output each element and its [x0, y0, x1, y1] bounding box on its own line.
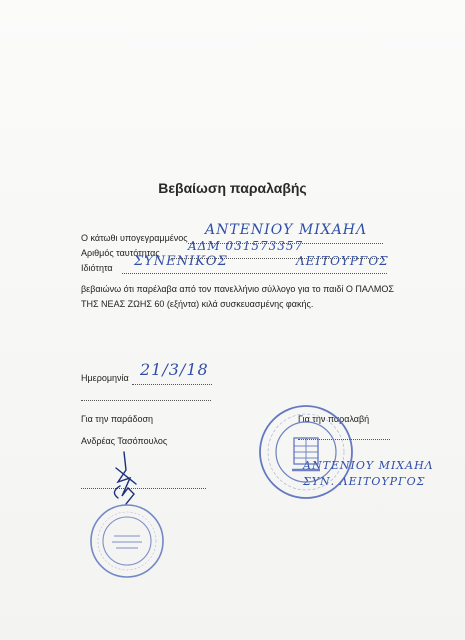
date-dotted-line: [132, 384, 212, 385]
receipt-statement: βεβαιώνω ότι παρέλαβα από τον πανελλήνιο σύλλογο για το παιδί Ο ΠΑΛΜΟΣ ΤΗΣ ΝΕΑΣ ΖΩΗΣ 60 (εξήντα) κιλά συσκευασμένης φακής.: [81, 284, 394, 309]
id-handwritten: ΑΔΜ 031573357: [188, 239, 304, 253]
receipt-handwritten-capacity: ΣΥΝ. ΛΕΙΤΟΥΡΓΟΣ: [303, 475, 426, 488]
receipt-handwritten-name: ΑΝΤΕΝΙΟΥ ΜΙΧΑΗΛ: [303, 459, 434, 472]
document-title: Βεβαίωση παραλαβής: [158, 180, 307, 196]
date-handwritten: 21/3/18: [140, 360, 209, 379]
capacity-handwritten-1: ΣΥΝΕΝΙΚΟΣ: [134, 254, 228, 269]
delivery-signature: [100, 448, 150, 508]
delivery-label: Για την παράδοση: [81, 414, 154, 424]
separator-dotted-line: [81, 400, 211, 401]
capacity-label: Ιδιότητα: [81, 263, 113, 273]
date-label: Ημερομηνία: [81, 373, 129, 383]
signer-label: Ο κάτωθι υπογεγραμμένος: [81, 233, 188, 243]
capacity-handwritten-2: ΛΕΙΤΟΥΡΓΟΣ: [296, 254, 389, 268]
signer-handwritten: ΑΝΤΕΝΙΟΥ ΜΙΧΑΗΛ: [205, 222, 368, 238]
receipt-label: Για την παραλαβή: [298, 414, 370, 424]
id-label: Αριθμός ταυτότητας: [81, 248, 160, 258]
organization-stamp: [88, 502, 166, 580]
official-stamp: [256, 402, 356, 502]
capacity-dotted-line: [122, 273, 387, 274]
delivery-name: Ανδρέας Τασόπουλος: [81, 436, 168, 446]
